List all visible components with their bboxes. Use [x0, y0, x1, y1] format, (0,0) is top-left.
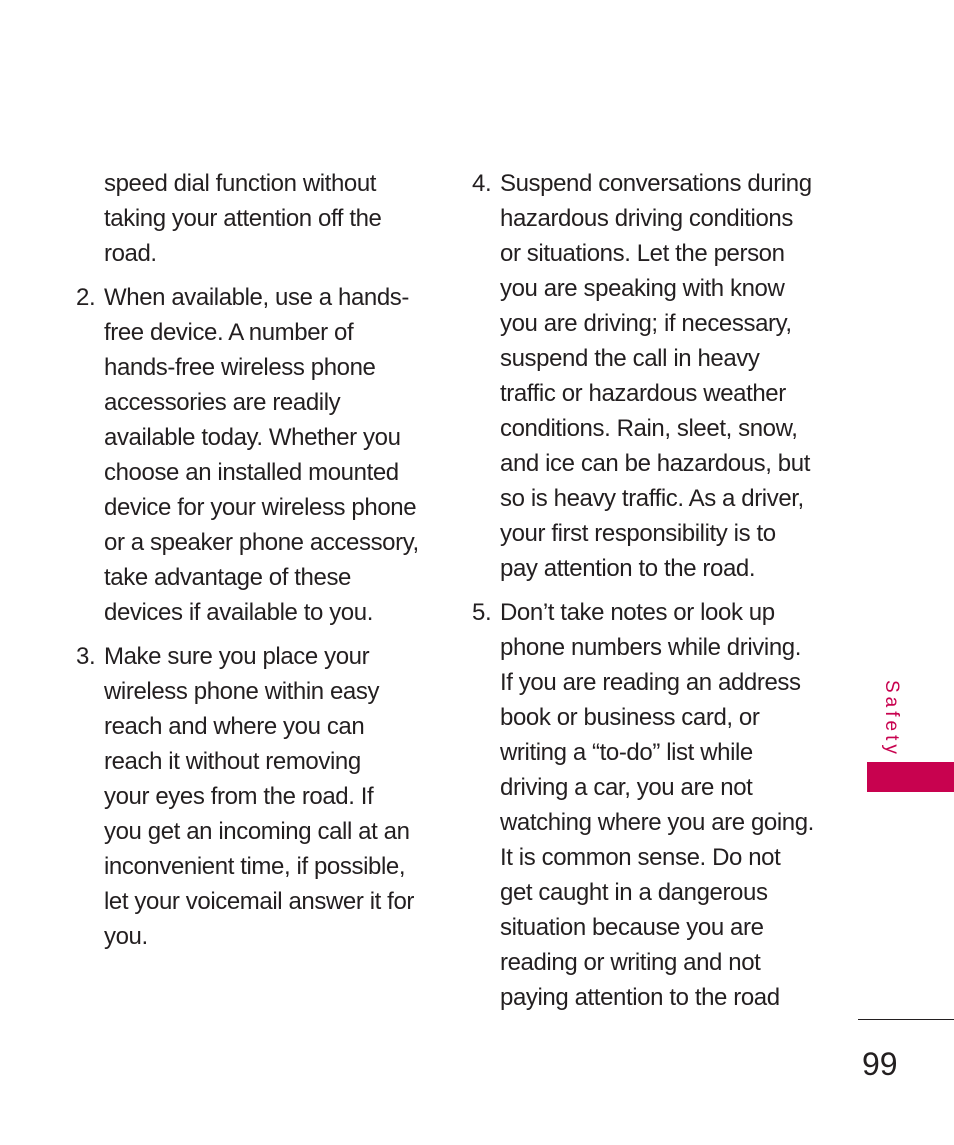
text-line: devices if available to you.	[104, 599, 373, 626]
continuation-paragraph	[76, 166, 446, 271]
text-line: inconvenient time, if possible,	[104, 853, 406, 880]
text-line: situation because you are	[500, 914, 764, 941]
text-line: speed dial function without	[104, 170, 377, 197]
text-line: free device. A number of	[104, 319, 354, 346]
text-line: driving a car, you are not	[500, 774, 753, 801]
text-line: When available, use a hands-	[104, 284, 409, 311]
text-line: so is heavy traffic. As a driver,	[500, 485, 804, 512]
text-line: taking your attention off the	[104, 205, 382, 232]
text-line: available today. Whether you	[104, 424, 401, 451]
section-tab-label: Safety	[881, 680, 902, 758]
text-line: pay attention to the road.	[500, 555, 756, 582]
text-line: Suspend conversations during	[500, 170, 812, 197]
text-line: Make sure you place your	[104, 643, 370, 670]
text-line: or a speaker phone accessory,	[104, 529, 419, 556]
text-line: road.	[104, 240, 157, 267]
text-line: you are speaking with know	[500, 275, 785, 302]
list-item-4	[472, 166, 832, 586]
text-line: choose an installed mounted	[104, 459, 399, 486]
text-line: traffic or hazardous weather	[500, 380, 786, 407]
list-item-2	[76, 280, 446, 630]
text-line: hands-free wireless phone	[104, 354, 376, 381]
text-line: phone numbers while driving.	[500, 634, 801, 661]
text-line: reach and where you can	[104, 713, 365, 740]
text-line: It is common sense. Do not	[500, 844, 781, 871]
list-item-number: 4.	[472, 170, 492, 197]
list-item-5	[472, 595, 832, 1015]
text-line: and ice can be hazardous, but	[500, 450, 810, 477]
text-line: let your voicemail answer it for	[104, 888, 414, 915]
text-line: watching where you are going.	[500, 809, 814, 836]
left-column	[76, 166, 446, 963]
list-item-3	[76, 639, 446, 954]
text-line: wireless phone within easy	[104, 678, 380, 705]
text-line: device for your wireless phone	[104, 494, 417, 521]
text-line: you are driving; if necessary,	[500, 310, 792, 337]
footer-divider	[858, 1019, 954, 1020]
text-line: your first responsibility is to	[500, 520, 776, 547]
list-item-number: 2.	[76, 284, 96, 311]
text-line: If you are reading an address	[500, 669, 801, 696]
text-line: you.	[104, 923, 148, 950]
page-number: 99	[862, 1046, 898, 1082]
text-line: you get an incoming call at an	[104, 818, 410, 845]
text-line: suspend the call in heavy	[500, 345, 760, 372]
list-item-number: 5.	[472, 599, 492, 626]
text-line: conditions. Rain, sleet, snow,	[500, 415, 798, 442]
text-line: accessories are readily	[104, 389, 341, 416]
text-line: writing a “to-do” list while	[500, 739, 753, 766]
text-line: reading or writing and not	[500, 949, 761, 976]
text-line: get caught in a dangerous	[500, 879, 768, 906]
text-line: Don’t take notes or look up	[500, 599, 775, 626]
text-line: your eyes from the road. If	[104, 783, 374, 810]
list-item-number: 3.	[76, 643, 96, 670]
text-line: paying attention to the road	[500, 984, 780, 1011]
text-line: book or business card, or	[500, 704, 760, 731]
text-line: hazardous driving conditions	[500, 205, 793, 232]
text-line: or situations. Let the person	[500, 240, 785, 267]
text-line: reach it without removing	[104, 748, 361, 775]
section-tab-marker	[867, 762, 954, 792]
right-column	[472, 166, 832, 1024]
text-line: take advantage of these	[104, 564, 351, 591]
